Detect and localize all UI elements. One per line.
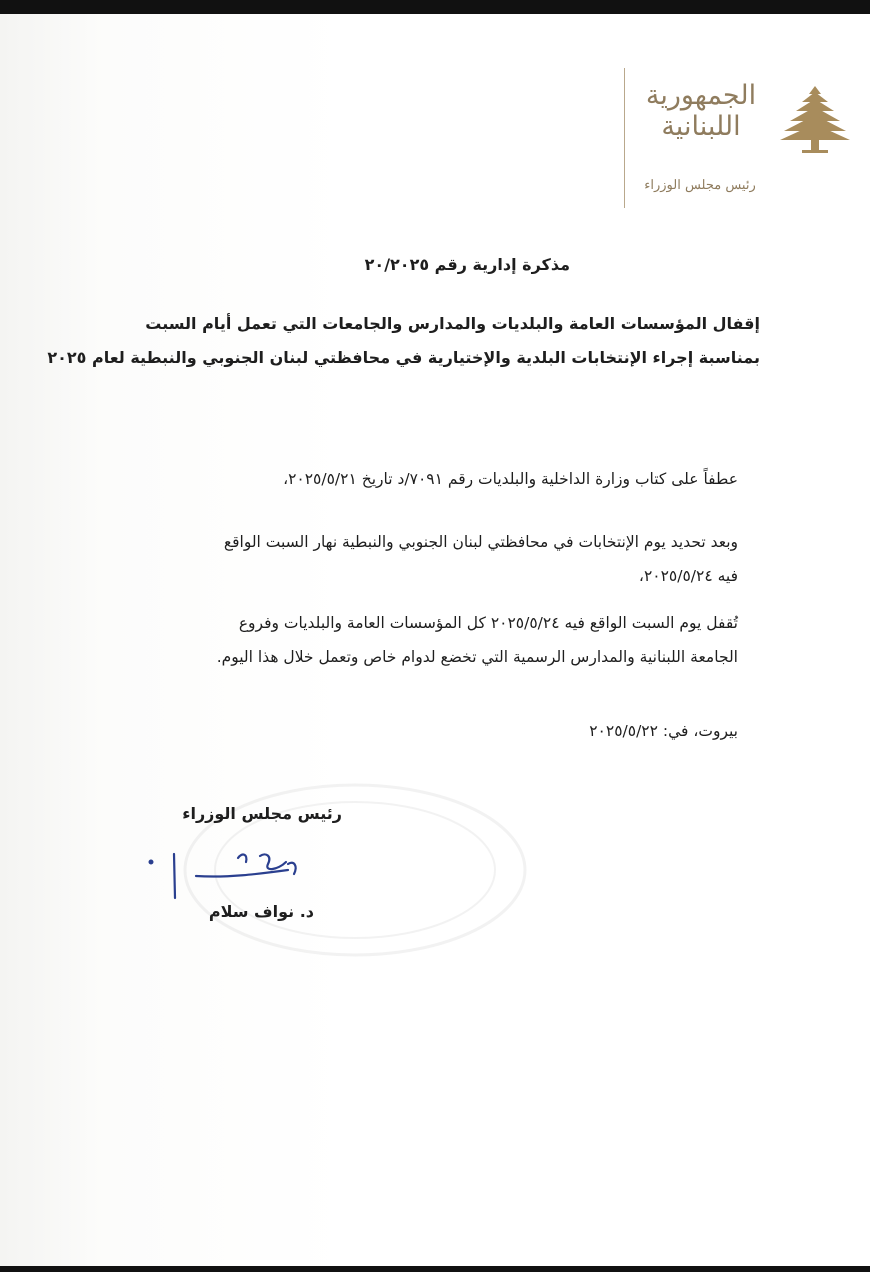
paragraph-2-line-2: فيه ٢٠٢٥/٥/٢٤، — [638, 567, 738, 585]
bottom-edge-bar — [0, 1266, 870, 1272]
republic-line-1: الجمهورية — [645, 80, 757, 111]
body-paragraph-2 — [118, 525, 738, 593]
signer-title: رئيس مجلس الوزراء — [182, 804, 342, 823]
letterhead-divider — [624, 68, 625, 208]
paragraph-3-line-1: تُقفل يوم السبت الواقع فيه ٢٠٢٥/٥/٢٤ كل المؤسسات العامة والبلديات وفروع — [238, 614, 738, 632]
republic-line-2: اللبنانية — [661, 111, 741, 142]
signer-name: د. نواف سلام — [208, 902, 314, 921]
body-paragraph-1 — [118, 462, 738, 496]
letterhead-office: رئيس مجلس الوزراء — [644, 178, 756, 193]
paragraph-1-line: عطفاً على كتاب وزارة الداخلية والبلديات رقم ٧٠٩١/د تاريخ ٢٠٢٥/٥/٢١، — [283, 470, 738, 488]
letterhead — [616, 68, 852, 208]
memo-subject-line-1: إقفال المؤسسات العامة والبلديات والمدارس والجامعات التي تعمل أيام السبت — [145, 314, 760, 333]
memo-number: مذكرة إدارية رقم ٢٠/٢٠٢٥ — [364, 255, 570, 274]
paragraph-3-line-2: الجامعة اللبنانية والمدارس الرسمية التي تخضع لدوام خاص وتعمل خلال هذا اليوم. — [216, 648, 738, 666]
body-paragraph-3 — [118, 606, 738, 674]
memo-subject — [47, 307, 760, 375]
top-edge-bar — [0, 0, 870, 14]
paragraph-2-line-1: وبعد تحديد يوم الإنتخابات في محافظتي لبنان الجنوبي والنبطية نهار السبت الواقع — [223, 533, 738, 551]
date-location-line: بيروت، في: ٢٠٢٥/٥/٢٢ — [589, 722, 738, 740]
memo-subject-line-2: بمناسبة إجراء الإنتخابات البلدية والإختيارية في محافظتي لبنان الجنوبي والنبطية لعام ٢٠٢٥ — [47, 348, 760, 367]
cedar-tree-emblem-icon — [778, 82, 852, 158]
letterhead-republic-name — [636, 80, 766, 142]
